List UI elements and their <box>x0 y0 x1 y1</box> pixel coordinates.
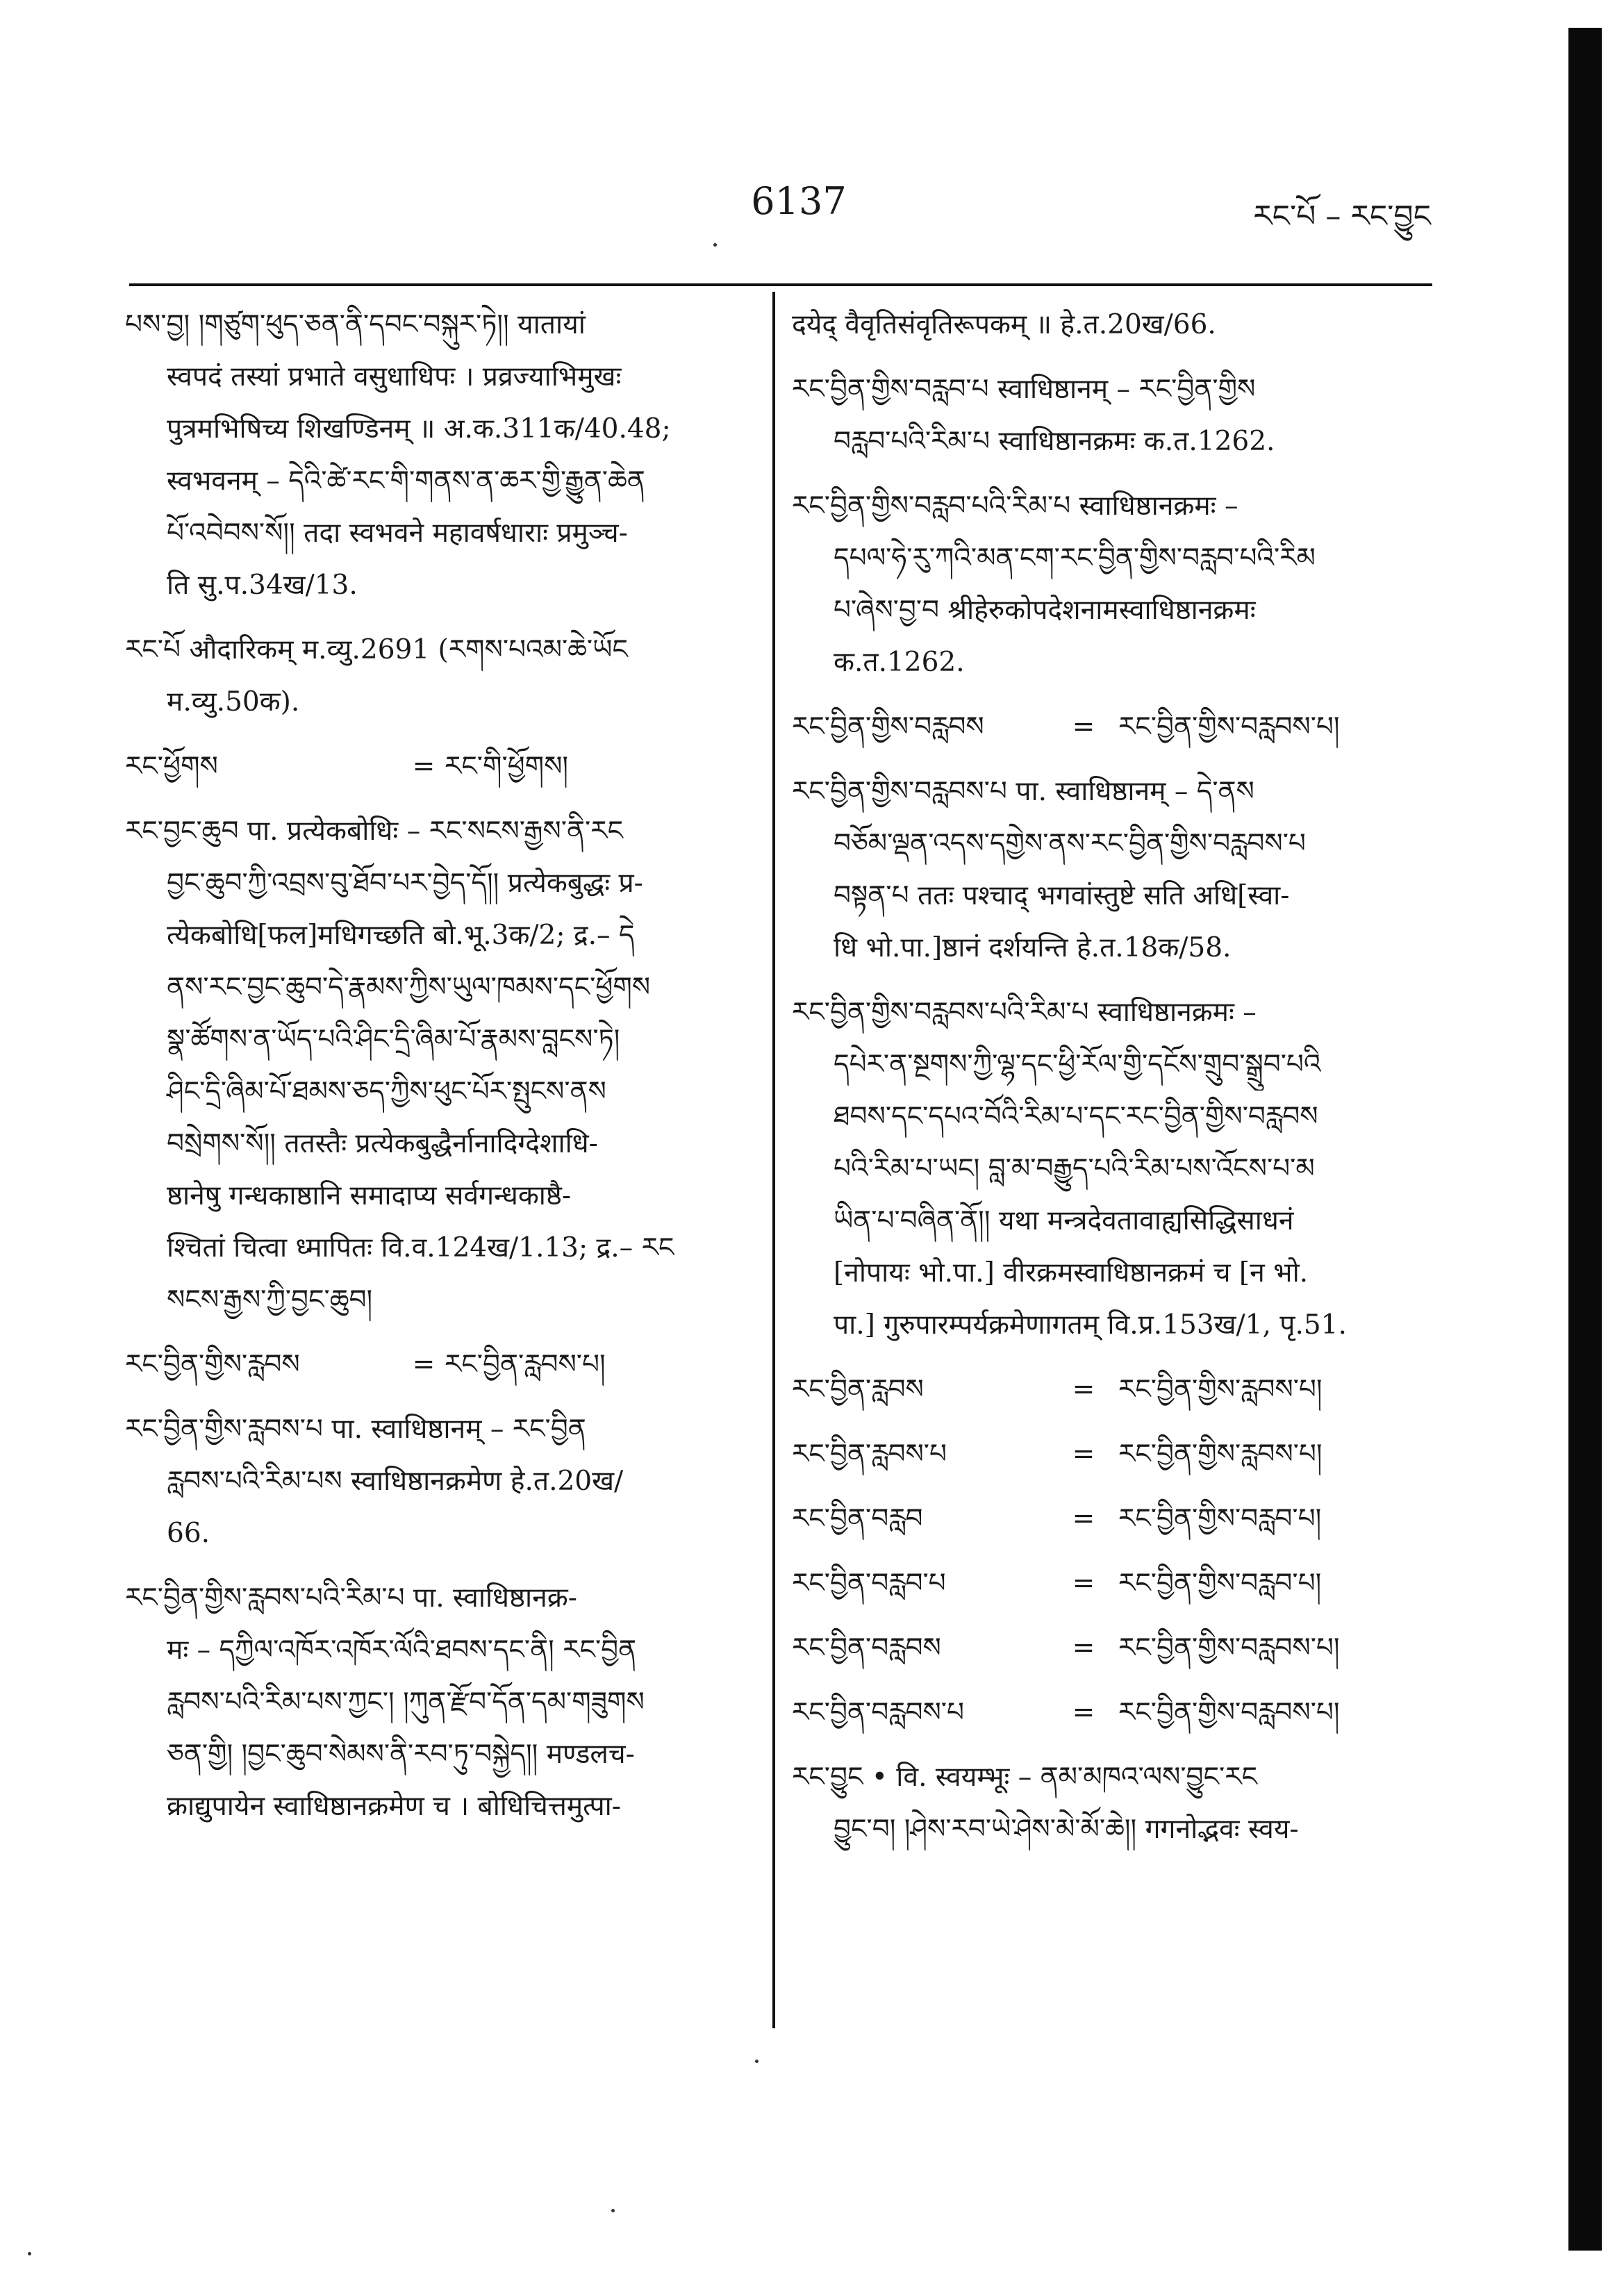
entry-line: स्वपदं तस्यां प्रभाते वसुधाधिपः । प्रव्रज्याभिमुखः <box>167 361 622 392</box>
entry-line: རང་བྱིན་གྱིས་རླབས་པ पा. स्वाधिष्ठानम् – རང་བྱིན <box>125 1414 586 1445</box>
entry-line: པ་ཞེས་བྱ་བ श्रीहेरुकोपदेशनामस्वाधिष्ठानक्रमः <box>834 595 1256 626</box>
dictionary-entry <box>792 299 1417 351</box>
header-rule <box>129 283 1432 286</box>
column-divider <box>772 292 775 2028</box>
xref-to: རང་བྱིན་གྱིས་རླབས་པ། <box>1118 1374 1323 1405</box>
entry-line: क्राद्युपायेन स्वाधिष्ठानक्रमेण च । बोधिचित्तमुत्पा- <box>167 1791 621 1822</box>
entry-line: དཔེར་ན་སྔགས་ཀྱི་ལྷ་དང་ཕྱི་རོལ་གྱི་དངོས་གྲུབ་སྒྲུབ་པའི <box>834 1049 1321 1080</box>
entry-line: སྣ་ཚོགས་ན་ཡོད་པའི་ཤིང་དྲི་ཞིམ་པོ་རྣམས་བླངས་ཏེ། <box>167 1024 620 1055</box>
speck <box>28 2252 31 2255</box>
entry-line: རང་པོ औदारिकम् म.व्यु.2691 (རགས་པའམ་ཆེ་ཡོང <box>125 634 628 665</box>
dictionary-entry <box>792 986 1417 1351</box>
xref-to: རང་བྱིན་གྱིས་རླབས་པ། <box>1118 1439 1323 1470</box>
xref-to: རང་བྱིན་གྱིས་བརླབས་པ། <box>1118 1632 1340 1664</box>
cross-reference-entry <box>125 1339 750 1391</box>
entry-line: རང་བྱང་ཆུབ पा. प्रत्येकबोधिः – རང་སངས་རྒྱས་ནི་རང <box>125 815 623 847</box>
xref-eq: = <box>1072 1568 1095 1599</box>
entry-line: བྱང་ཆུབ་ཀྱི་འབྲས་བུ་ཐོབ་པར་བྱེད་དོ།། प्रत्येकबुद्धः प्र- <box>167 868 643 899</box>
dictionary-entry <box>125 1572 750 1832</box>
cross-reference-entry <box>792 1493 1417 1545</box>
xref-eq: = <box>1072 1374 1095 1405</box>
entry-line: दयेद् वैवृतिसंवृतिरूपकम् ॥ हे.त.20ख/66. <box>792 309 1216 340</box>
cross-reference-entry <box>792 1428 1417 1480</box>
entry-line: རླབས་པའི་རིམ་པས་ཀྱང་། །ཀུན་རྫོབ་དོན་དམ་གཟུགས <box>167 1687 645 1718</box>
entry-line: म.व्यु.50क). <box>167 686 300 718</box>
entry-line: རང་བྱིན་གྱིས་བརླབ་པའི་རིམ་པ स्वाधिष्ठानक्रमः – <box>792 490 1238 522</box>
xref-from: རང་བྱིན་བརླབས་པ <box>792 1697 964 1728</box>
entry-line: རང་བྱིན་གྱིས་བརླབས་པ पा. स्वाधिष्ठानम् – དེ་ནས <box>792 776 1254 807</box>
cross-reference-entry <box>792 1622 1417 1674</box>
entry-line: ཐབས་དང་དཔའ་བོའི་རིམ་པ་དང་རང་བྱིན་གྱིས་བརླབས <box>834 1101 1318 1132</box>
xref-from: རང་བྱིན་གྱིས་རླབས <box>125 1349 300 1380</box>
cross-reference-entry <box>792 1557 1417 1609</box>
entry-line: ཡིན་པ་བཞིན་ནོ།། यथा मन्त्रदेवतावाह्यसिद्धिसाधनं <box>834 1205 1294 1236</box>
xref-eq: = <box>1072 1503 1095 1534</box>
xref-to: རང་གི་ཕྱོགས། <box>445 751 569 782</box>
guide-words: རང་པོ – རང་བྱུང <box>1253 199 1431 234</box>
entry-line: ति सु.प.34ख/13. <box>167 570 358 601</box>
page-edge-shadow <box>1568 28 1602 2251</box>
page-number: 6137 <box>751 179 847 223</box>
speck <box>611 2209 615 2212</box>
entry-line: པའི་རིམ་པ་ཡང། བླ་མ་བརྒྱུད་པའི་རིམ་པས་འོངས་པ་མ <box>834 1153 1315 1184</box>
entry-line: རང་བྱིན་གྱིས་བརླབ་པ स्वाधिष्ठानम् – རང་བྱིན་གྱིས <box>792 374 1256 405</box>
xref-eq: = <box>1072 1439 1095 1470</box>
xref-from: རང་བྱིན་རླབས <box>792 1374 924 1405</box>
entry-line: བཅོམ་ལྡན་འདས་དགྱེས་ནས་རང་བྱིན་གྱིས་བརླབས་པ <box>834 828 1306 859</box>
xref-from: རང་བྱིན་བརླབས <box>792 1632 941 1664</box>
entry-line: པས་བྱ། །གཙུག་ཕུད་ཅན་ནི་དབང་བསྐུར་ཏེ།། यातायां <box>125 309 586 340</box>
xref-to: རང་བྱིན་གྱིས་བརླབས་པ། <box>1118 711 1340 743</box>
entry-line: རླབས་པའི་རིམ་པས स्वाधिष्ठानक्रमेण हे.त.20ख/ <box>167 1466 624 1497</box>
entry-line: ནས་རང་བྱང་ཆུབ་དེ་རྣམས་ཀྱིས་ཡུལ་ཁམས་དང་ཕྱོགས <box>167 972 651 1003</box>
xref-eq: = <box>1072 1632 1095 1664</box>
dictionary-entry <box>125 1403 750 1559</box>
entry-line: བསྟན་པ ततः पश्चाद् भगवांस्तुष्टे सति अधि[स्वा- <box>834 880 1290 911</box>
dictionary-entry <box>125 624 750 728</box>
speck <box>755 2060 759 2063</box>
cross-reference-entry <box>125 740 750 793</box>
entry-line: བྱུང་བ། །ཤེས་རབ་ཡེ་ཤེས་མེ་མོ་ཆེ།། गगनोद्भवः स्वय- <box>834 1814 1299 1845</box>
left-column <box>125 299 750 1845</box>
entry-line: སངས་རྒྱས་ཀྱི་བྱང་ཆུབ། <box>167 1284 373 1316</box>
xref-to: རང་བྱིན་གྱིས་བརླབ་པ། <box>1118 1568 1322 1599</box>
cross-reference-entry <box>792 1364 1417 1416</box>
entry-line: धि भो.पा.]ष्ठानं दर्शयन्ति हे.त.18क/58. <box>834 932 1232 963</box>
entry-line: ཤིང་དྲི་ཞིམ་པོ་ཐམས་ཅད་ཀྱིས་ཕུང་པོར་སྤུངས་ནས <box>167 1076 606 1107</box>
entry-line: क.त.1262. <box>834 647 965 678</box>
dictionary-entry <box>792 765 1417 974</box>
entry-line: རང་བྱིན་གྱིས་རླབས་པའི་རིམ་པ पा. स्वाधिष्ठानक्र- <box>125 1582 577 1614</box>
right-column <box>792 299 1417 1868</box>
dictionary-entry <box>792 1751 1417 1855</box>
entry-line: [नोपायः भो.पा.] वीरक्रमस्वाधिष्ठानक्रमं च [न भो. <box>834 1257 1309 1289</box>
xref-eq: = <box>412 1349 436 1380</box>
entry-line: त्येकबोधि[फल]मधिगच्छति बो.भू.3क/2; द्र.– དེ <box>167 920 635 951</box>
cross-reference-entry <box>792 701 1417 753</box>
xref-to: རང་བྱིན་གྱིས་བརླབས་པ། <box>1118 1697 1340 1728</box>
dictionary-entry <box>125 299 750 611</box>
entry-line: मः – དཀྱིལ་འཁོར་འཁོར་ལོའི་ཐབས་དང་ནི། རང་བྱིན <box>167 1634 637 1666</box>
entry-line: བསྲེགས་སོ།། ततस्तैः प्रत्येकबुद्धैर्नानादिग्देशाधि- <box>167 1128 598 1159</box>
xref-eq: = <box>1072 711 1095 743</box>
entry-line: རང་བྱུང • वि. स्वयम्भूः – ནམ་མཁའ་ལས་བྱུང་རང <box>792 1762 1258 1793</box>
xref-from: རང་ཕྱོགས <box>125 751 218 782</box>
speck <box>713 243 717 247</box>
dictionary-entry <box>125 805 750 1326</box>
xref-from: རང་བྱིན་བརླབ་པ <box>792 1568 946 1599</box>
entry-line: བརླབ་པའི་རིམ་པ स्वाधिष्ठानक्रमः क.त.1262. <box>834 426 1275 457</box>
xref-from: རང་བྱིན་གྱིས་བརླབས <box>792 711 984 743</box>
xref-from: རང་བྱིན་རླབས་པ <box>792 1439 947 1470</box>
xref-eq: = <box>1072 1697 1095 1728</box>
entry-line: པོ་འབེབས་སོ།། तदा स्वभवने महावर्षधाराः प्रमुञ्च- <box>167 517 628 549</box>
entry-line: རང་བྱིན་གྱིས་བརླབས་པའི་རིམ་པ स्वाधिष्ठानक्रमः – <box>792 997 1257 1028</box>
entry-line: स्वभवनम् – དེའི་ཚེ་རང་གི་གནས་ན་ཆར་གྱི་རྒྱུན་ཆེན <box>167 465 645 497</box>
entry-line: श्चितां चित्वा ध्मापितः वि.व.124ख/1.13; द्र.– རང <box>167 1232 674 1264</box>
cross-reference-entry <box>792 1687 1417 1739</box>
xref-from: རང་བྱིན་བརླབ <box>792 1503 923 1534</box>
entry-line: 66. <box>167 1518 210 1549</box>
entry-line: पुत्रमभिषिच्य शिखण्डिनम् ॥ अ.क.311क/40.48; <box>167 413 671 445</box>
entry-line: ཅན་གྱི། །བྱང་ཆུབ་སེམས་ནི་རབ་ཏུ་བསྐྱེད།། मण्डलच- <box>167 1739 635 1770</box>
xref-to: རང་བྱིན་གྱིས་བརླབ་པ། <box>1118 1503 1322 1534</box>
xref-to: རང་བྱིན་རླབས་པ། <box>445 1349 606 1380</box>
xref-eq: = <box>412 751 436 782</box>
entry-line: पा.] गुरुपारम्पर्यक्रमेणागतम् वि.प्र.153ख/1, पृ.51. <box>834 1309 1347 1341</box>
entry-line: དཔལ་ཧེ་རུ་ཀའི་མན་ངག་རང་བྱིན་གྱིས་བརླབ་པའི་རིམ <box>834 542 1316 574</box>
dictionary-entry <box>792 480 1417 688</box>
entry-line: ष्ठानेषु गन्धकाष्ठानि समादाप्य सर्वगन्धकाष्ठै- <box>167 1180 572 1211</box>
dictionary-entry <box>792 363 1417 467</box>
